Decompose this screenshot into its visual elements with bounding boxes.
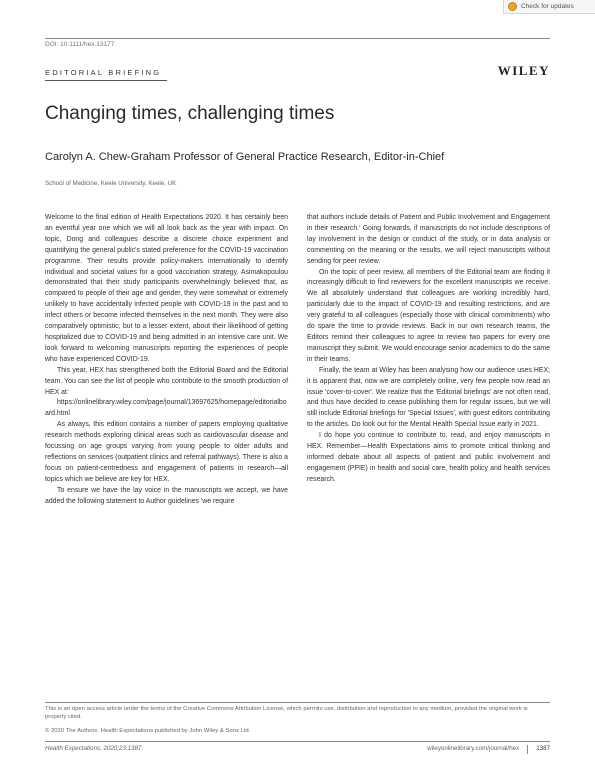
check-updates-label: Check for updates	[521, 3, 574, 10]
body-column-right	[307, 213, 550, 486]
doi-text[interactable]: DOI: 10.1111/hex.13177	[45, 41, 115, 48]
page-footer-right	[427, 745, 550, 754]
paragraph: As always, this edition contains a number of papers employing qualitative research methods exploring clinical areas such as cardiovascular disease and focussing on age groups varying from young people to older adults and reflections on services (outpatient clinics and referral pathways). There is also a focus on patient-centredness and engagement of patients in research—all topics which we believe are key for HEX.	[45, 421, 288, 483]
footer-divider	[527, 745, 528, 754]
paragraph: Finally, the team at Wiley has been analysing how our audience uses HEX; it is apparent that, now we are completely online, very few people now read an issue 'cover-to-cover'. We realize that the 'Editorial briefings' are not often read, and thus have decided to cease publishing them for regular issues, but we will still include Editorial briefings for 'Special Issues', with guest editors contributing to the articles. Do look out for the Mental Health Special Issue early in 2021.	[307, 366, 550, 429]
paragraph: This year, HEX has strengthened both the Editorial Board and the Editorial team. You can see the list of people who contribute to the smooth production of HEX at:	[45, 366, 288, 396]
body-column-left	[45, 213, 288, 507]
copyright-note: © 2020 The Authors. Health Expectations published by John Wiley & Sons Ltd.	[45, 728, 251, 734]
paragraph: Welcome to the final edition of Health Expectations 2020. It has certainly been an eventful year one which we will all look back as the year with impact. On topic, Dong and colleagues describe a discrete choice experiment and quantifying the general public's stated preference for the COVID-19 vaccination programme. Their results provide policy-makers internationally to identify individual and societal values for a good vaccination strategy. Asimakopoulou demonstrated that their study participants overwhelmingly believed that, as compared to people of their age and gender, they were somewhat or extremely unlikely to have accidentally infected people with COVID-19 in the past and to infect others or become infected themselves in the next month. They were also comparatively optimistic, but to a lesser extent, about their likelihood of getting hospitalized due to COVID-19 and being admitted in an intensive care unit. We look forward to welcoming manuscripts reporting the experiences of people who have experienced COVID-19.	[45, 214, 288, 363]
paragraph: that authors include details of Patient and Public Involvement and Engagement in their research.' Going forwards, if manuscripts do not include descriptions of lay involvement in the design or conduct of the study, or in data analysis or commenting on the meaning or the results, we will reject manuscripts without sending for peer review.	[307, 214, 550, 265]
check-updates-icon	[508, 2, 517, 11]
section-label: EDITORIAL BRIEFING	[45, 68, 162, 77]
publisher-logo: WILEY	[497, 63, 550, 78]
paragraph: On the topic of peer review, all members of the Editorial team are finding it increasingly difficult to find reviewers for the excellent manuscripts we receive. We all absolutely understand that colleagues are working incredibly hard, particularly due to the impact of COVID-19 and resulting restrictions, and are very grateful to all colleagues (especially those with clinical commitments) who do spare the time to provide reviews. Back in our own research teams, the Editors remind their colleagues to agree to review two papers for every one manuscript they submit. We would encourage senior academics to do the same in their teams.	[307, 268, 550, 363]
journal-url[interactable]: wileyonlinelibrary.com/journal/hex	[427, 745, 520, 752]
paragraph: I do hope you continue to contribute to, read, and enjoy manuscripts in HEX. Remember—Health Expectations aims to promote critical thinking and informed debate about all aspects of patient and public involvement and engagement (PPIE) in health and social care, health policy and health services research.	[307, 432, 550, 483]
header-rule	[45, 38, 550, 39]
footer-rule	[45, 702, 550, 703]
author-affiliation: School of Medicine, Keele University, Keele, UK	[45, 180, 177, 187]
section-rule	[45, 80, 167, 81]
article-title: Changing times, challenging times	[45, 103, 335, 124]
page-number: 1387	[536, 745, 550, 752]
journal-citation: Health Expectations. 2020;23:1387.	[45, 745, 144, 752]
license-note: This is an open access article under the terms of the Creative Commons Attribution License, which permits use, distribution and reproduction in any medium, provided the original work is properly cited.	[45, 706, 528, 721]
article-author: Carolyn A. Chew-Graham Professor of General Practice Research, Editor-in-Chief	[45, 151, 445, 163]
bottom-rule	[45, 741, 550, 742]
editorial-board-link[interactable]: https://onlinelibrary.wiley.com/page/journal/13697625/homepage/editorialboard.html	[45, 399, 287, 418]
check-for-updates-badge[interactable]	[503, 0, 595, 14]
paragraph: To ensure we have the lay voice in the manuscripts we accept, we have added the following statement to Author guidelines 'we require	[45, 486, 288, 505]
